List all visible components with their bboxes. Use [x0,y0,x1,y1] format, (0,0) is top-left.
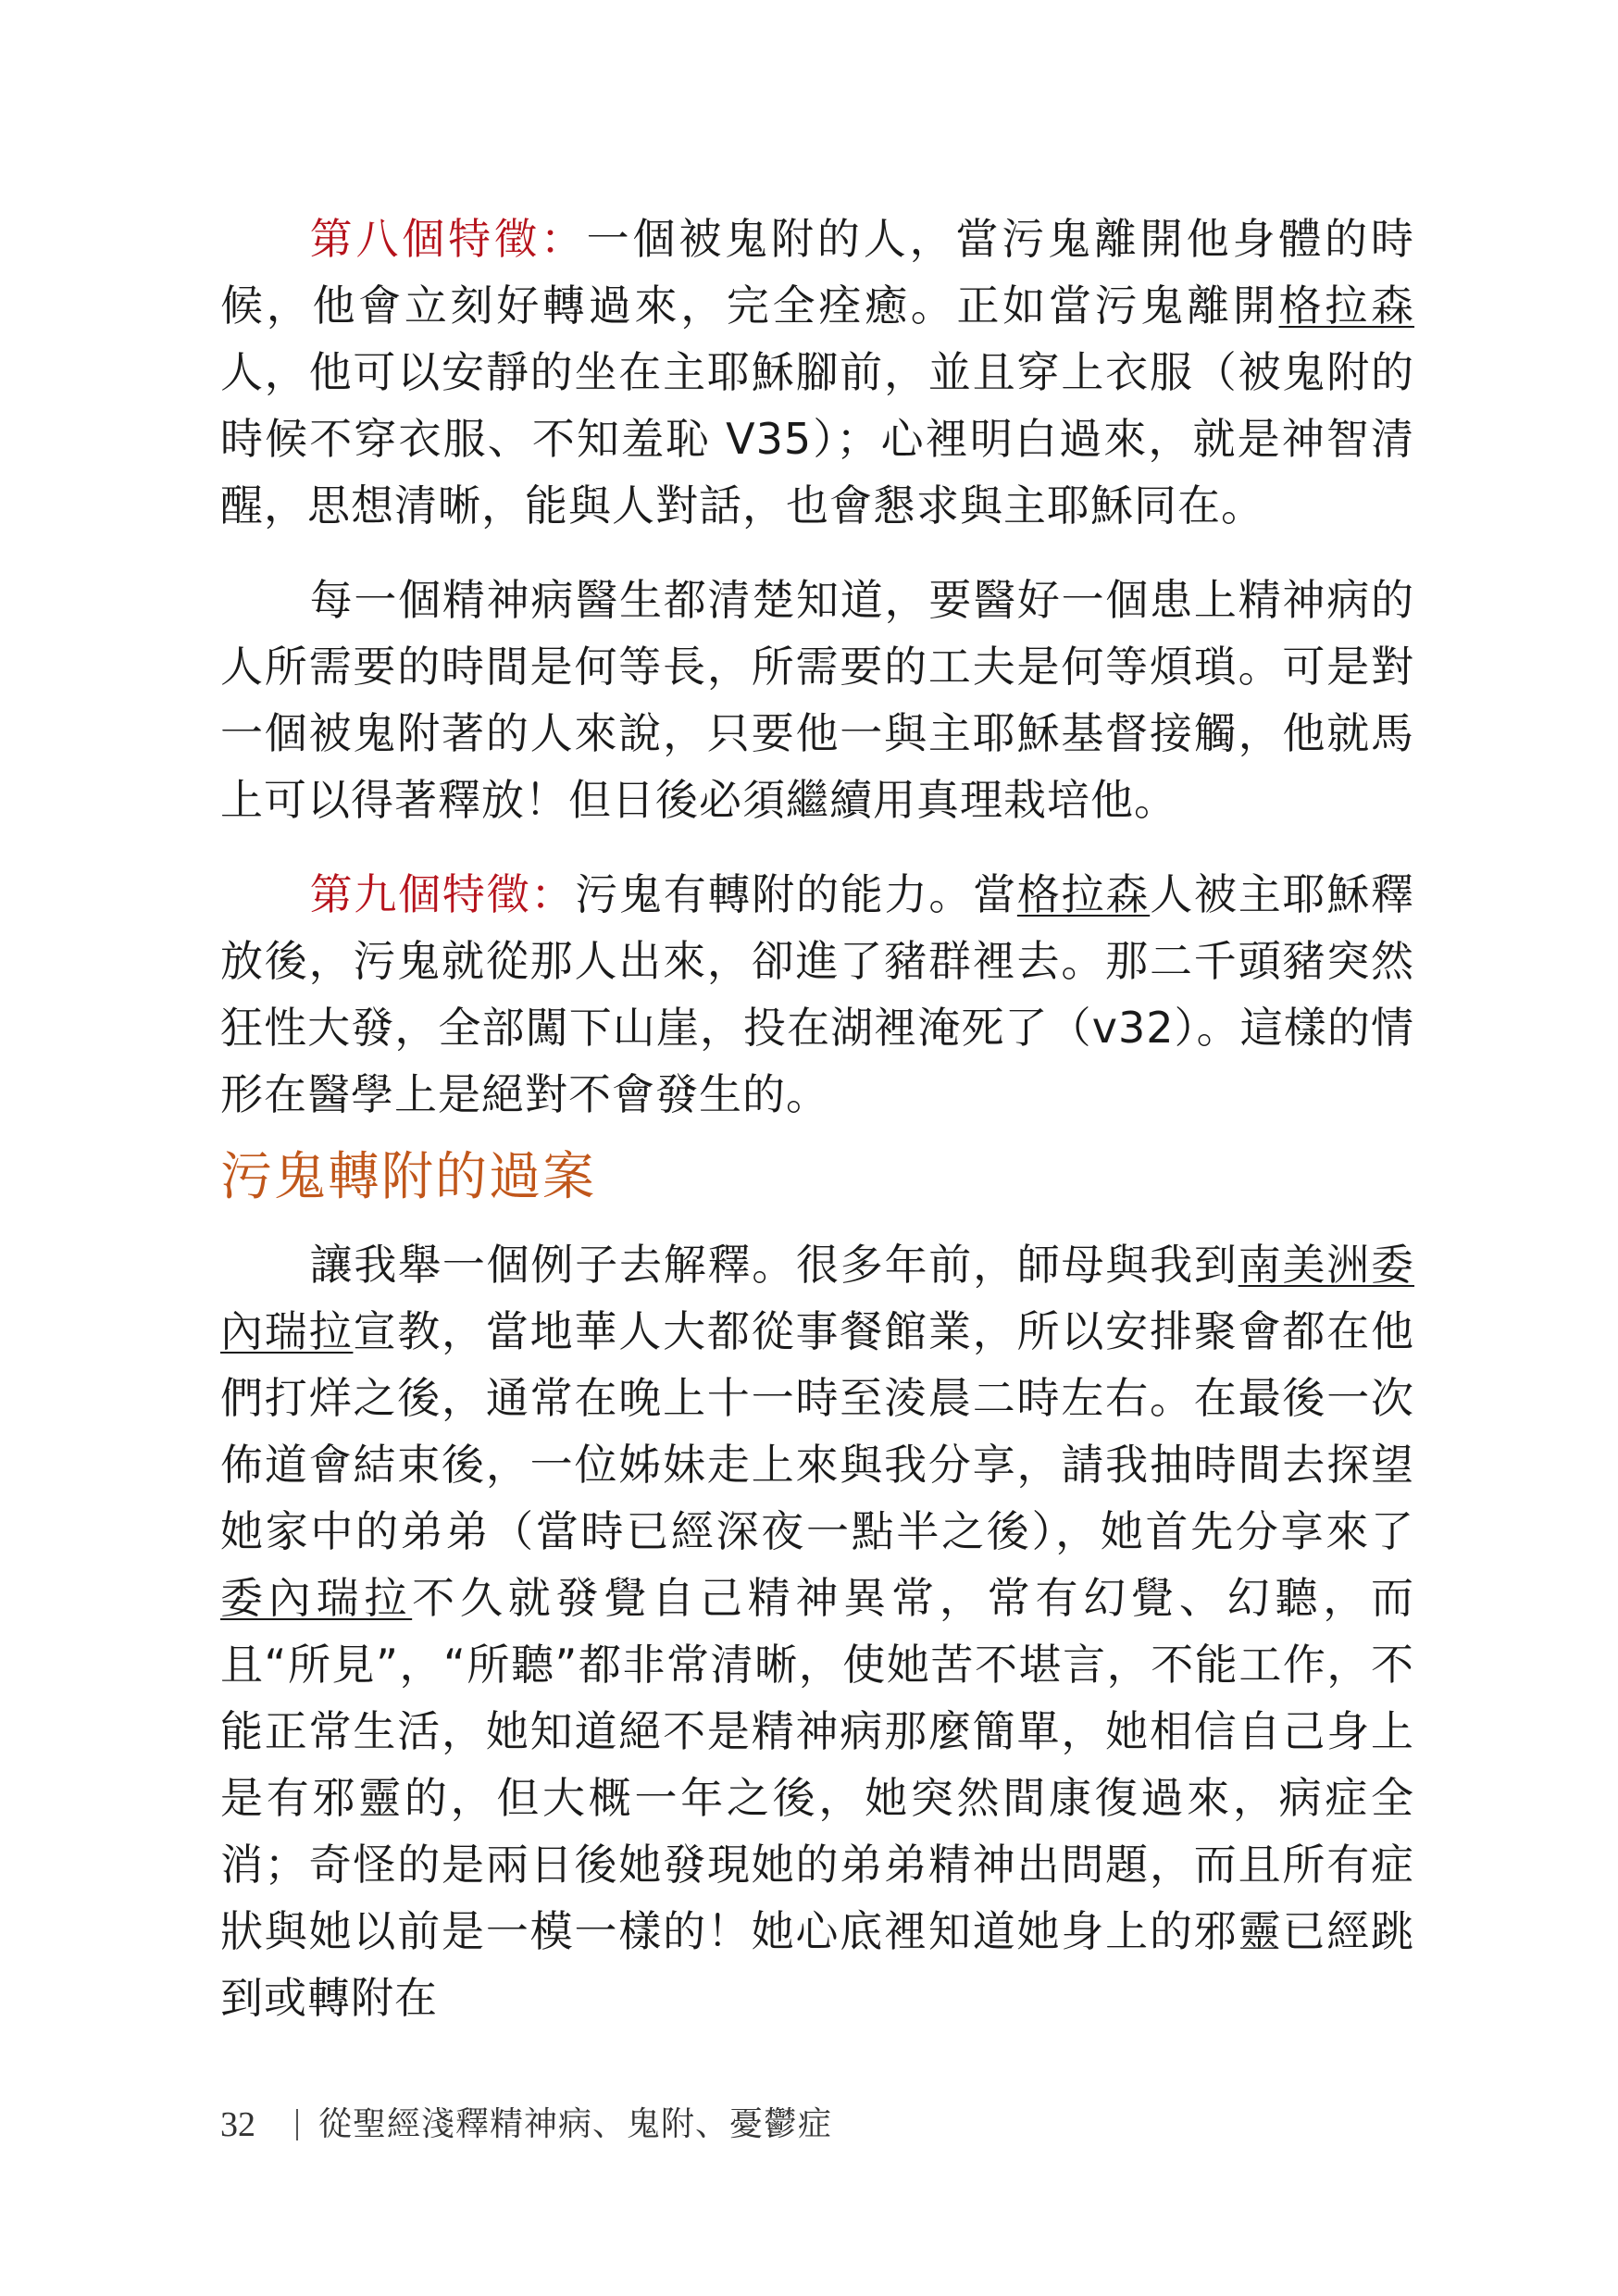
paragraph-text: 人被主耶穌釋放後，污鬼就從那人出來，卻進了豬群裡去。那二千頭豬突然狂性大發，全部闖下山崖，投在湖裡淹死了（v32）。這樣的情形在醫學上是絕對不會發生的。 [220,869,1415,1119]
paragraph-text: 不久就發覺自己精神異常，常有幻覺、幻聽，而且“所見”，“所聽”都非常清晰，使她苦不堪言，不能工作，不能正常生活，她知道絕不是精神病那麼簡單，她相信自己身上是有邪靈的，但大概一年之後，她突然間康復過來，病症全消；奇怪的是兩日後她發現她的弟弟精神出問題，而且所有症狀與她以前是一模一樣的！她心底裡知道她身上的邪靈已經跳到或轉附在 [220,1573,1415,2023]
underlined-place-name: 委內瑞拉 [220,1240,1415,1356]
paragraph-psychiatrist [220,567,1414,833]
underlined-place-name: 南美洲 [1238,1240,1372,1290]
underlined-place-name: 格拉森 [1278,281,1415,331]
page-number: 32 [220,2105,255,2144]
paragraph-ninth-characteristic [220,861,1414,1128]
paragraph-text: 一個被鬼附的人，當污鬼離開他身體的時候，他會立刻好轉過來，完全痊癒。正如當污鬼離開 [220,214,1414,331]
paragraph-text: 污鬼有轉附的能力。當 [575,869,1017,919]
footer-divider [296,2109,298,2140]
paragraph-text: 每一個精神病醫生都清楚知道，要醫好一個患上精神病的人所需要的時間是何等長，所需要的工夫是何等煩瑣。可是對一個被鬼附著的人來說，只要他一與主耶穌基督接觸，他就馬上可以得著釋放！但日後必須繼續用真理栽培他。 [220,575,1414,825]
paragraph-venezuela-example [220,1231,1414,2031]
paragraph-text: 讓我舉一個例子去解釋。很多年前，師母與我到 [309,1240,1238,1290]
book-title: 從聖經淺釋精神病、鬼附、憂鬱症 [318,2105,833,2143]
underlined-place-name: 格拉森 [1016,869,1151,919]
page-footer [220,2102,832,2148]
page-content [220,206,1414,2031]
characteristic-label: 第八個特徵： [309,214,587,264]
section-heading: 污鬼轉附的過案 [220,1147,596,1207]
paragraph-text: 宣教，當地華人大都從事餐館業，所以安排聚會都在他們打烊之後，通常在晚上十一時至淩晨二時左右。在最後一次佈道會結束後，一位姊妹走上來與我分享，請我抽時間去探望她家中的弟弟（當時已經深夜一點半之後），她首先分享來了 [220,1306,1415,1556]
paragraph-text: 人，他可以安靜的坐在主耶穌腳前，並且穿上衣服（被鬼附的時候不穿衣服、不知羞恥 V35）；心裡明白過來，就是神智清醒，思想清晰，能與人對話，也會懇求與主耶穌同在。 [220,347,1414,530]
paragraph-eighth-characteristic [220,206,1414,539]
characteristic-label: 第九個特徵： [309,869,576,919]
underlined-place-name: 委內瑞拉 [220,1573,413,1623]
